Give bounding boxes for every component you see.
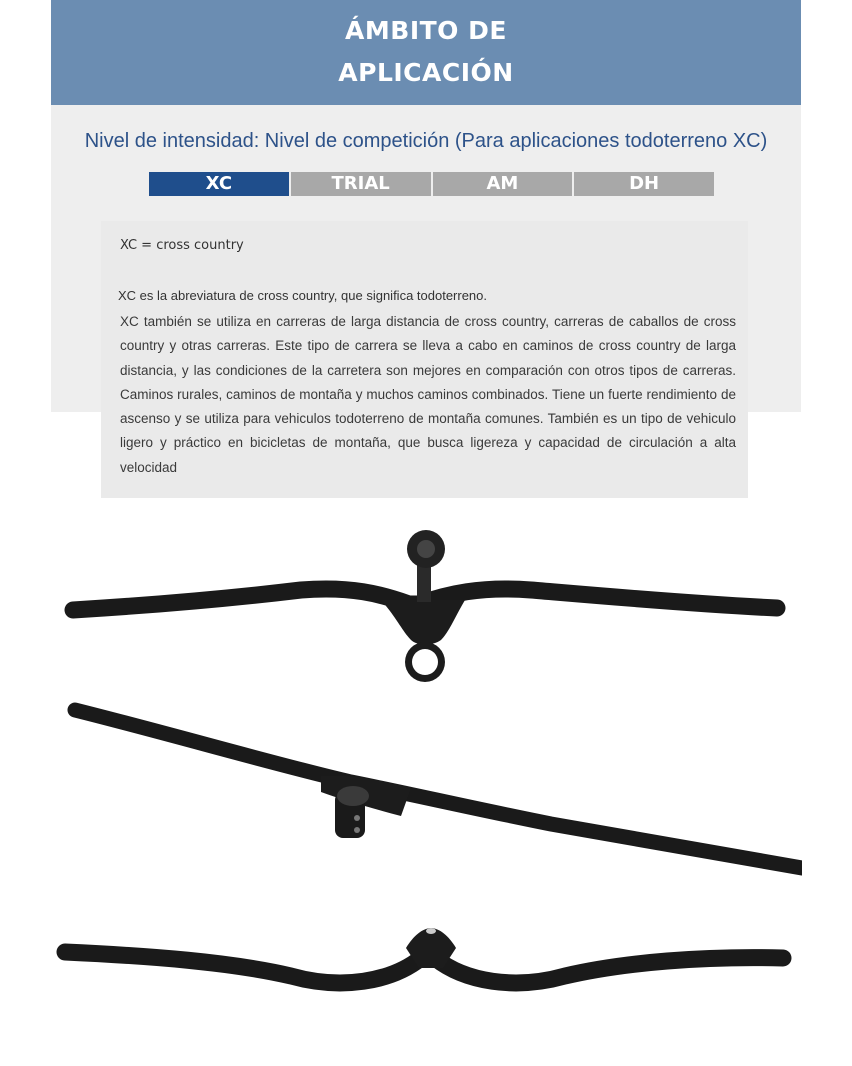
handlebar-angled-view-image	[51, 696, 802, 892]
intensity-heading: Nivel de intensidad: Nivel de competición (Para aplicaciones todoterreno XC)	[84, 130, 768, 152]
handlebar-front-view-drawing	[51, 522, 802, 692]
xc-description-text: XC también se utiliza en carreras de larga distancia de cross country, carreras de caballos de cross country y otras carreras. Este tipo de carrera se lleva a cabo en caminos de cross country de larga distancia, y las condiciones de la carretera son mejores en comparación con otros tipos de carreras. Caminos rurales, caminos de montaña y muchos caminos combinados. Tiene un fuerte rendimiento de ascenso y se utiliza para vehiculos todoterreno de montaña comunes. También es un tipo de vehiculo ligero y práctico en bicicletas de montaña, que busca ligereza y capacidad de circulación a alta velocidad	[120, 314, 736, 475]
level-dh: DH	[574, 172, 714, 196]
xc-abbreviation-text: XC es la abreviatura de cross country, que significa todoterreno.	[118, 288, 488, 303]
handlebar-top-view-image	[51, 918, 802, 1014]
level-am: AM	[433, 172, 573, 196]
xc-definition: XC = cross country	[120, 238, 244, 253]
intensity-level-bar	[149, 172, 714, 196]
handlebar-top-view-drawing	[51, 918, 802, 1014]
section-banner	[51, 0, 801, 105]
banner-title: ÁMBITO DE APLICACIÓN	[338, 16, 514, 87]
level-xc: XC	[149, 172, 289, 196]
handlebar-front-view-image	[51, 522, 802, 692]
level-trial: TRIAL	[291, 172, 431, 196]
handlebar-angled-view-drawing	[51, 696, 802, 892]
